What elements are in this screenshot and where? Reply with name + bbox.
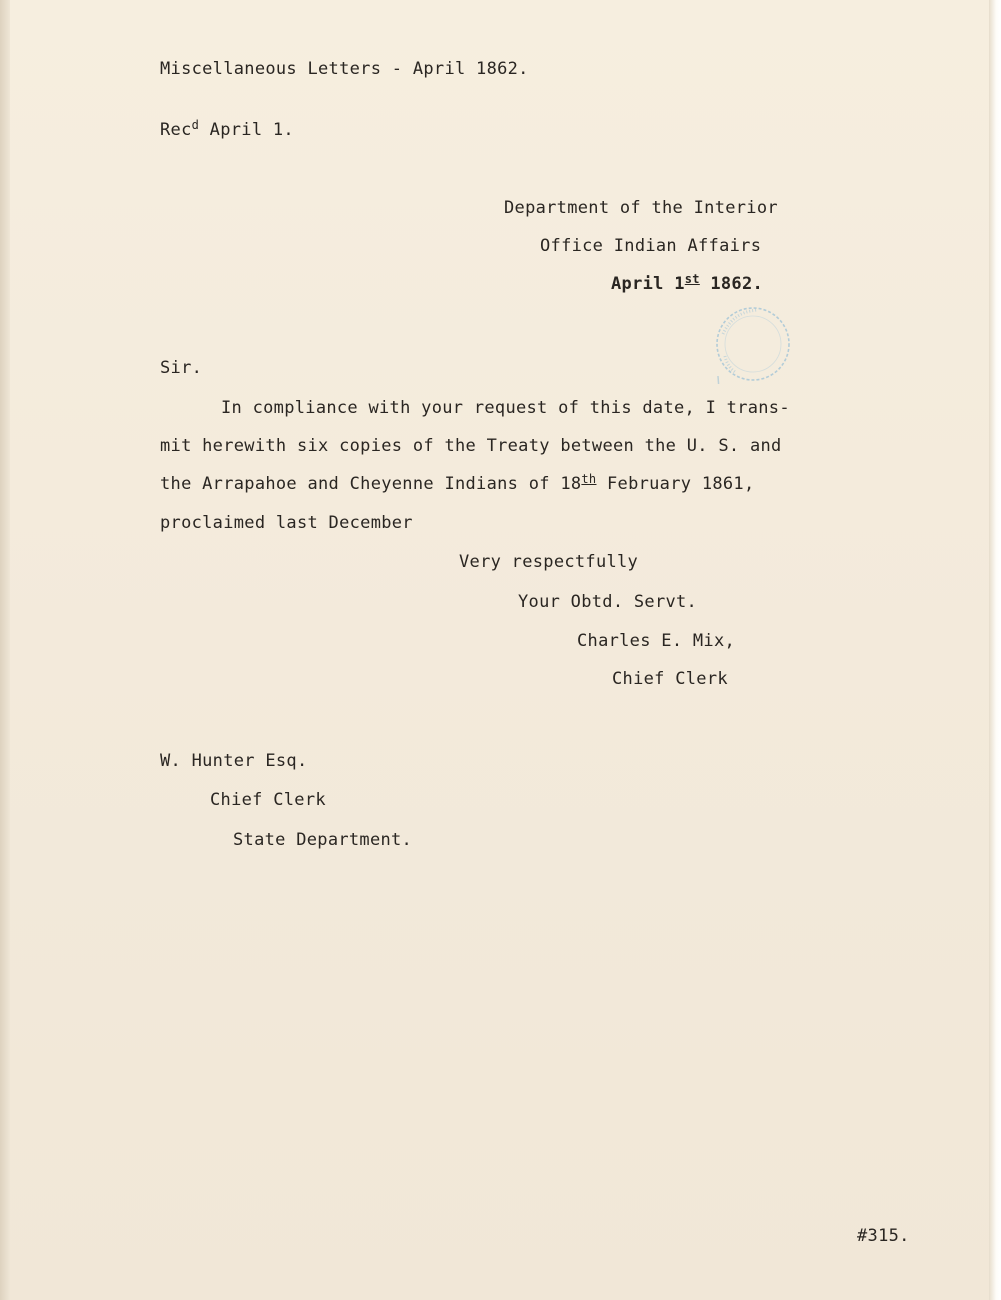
signer-name: Charles E. Mix, <box>577 631 736 651</box>
body-line-2: mit herewith six copies of the Treaty between the U. S. and <box>160 436 782 456</box>
received-line <box>160 120 294 140</box>
body-line-1: In compliance with your request of this date, I trans- <box>221 398 790 418</box>
dateline-date <box>611 274 763 294</box>
body-line-3-prefix: the Arrapahoe and Cheyenne Indians of 18 <box>160 474 582 494</box>
dateline-date-prefix: April 1 <box>611 274 685 294</box>
addressee-name: W. Hunter Esq. <box>160 751 308 771</box>
signer-title: Chief Clerk <box>612 669 728 689</box>
addressee-title: Chief Clerk <box>210 790 326 810</box>
addressee-department: State Department. <box>233 830 413 850</box>
document-title: Miscellaneous Letters - April 1862. <box>160 59 529 79</box>
document-number: #315. <box>857 1226 910 1246</box>
page-left-edge <box>0 0 10 1300</box>
dateline-office: Office Indian Affairs <box>540 236 762 256</box>
dateline-date-suffix: 1862. <box>699 274 764 294</box>
received-date: April 1. <box>199 120 294 140</box>
receipt-stamp <box>713 304 793 384</box>
dateline-date-superscript: st <box>684 272 700 286</box>
body-line-3-superscript: th <box>581 472 597 486</box>
dateline-department: Department of the Interior <box>504 198 778 218</box>
received-prefix: Rec <box>160 120 192 140</box>
page-right-edge <box>989 0 1001 1300</box>
salutation: Sir. <box>160 358 203 378</box>
body-line-3 <box>160 474 755 494</box>
closing-servant: Your Obtd. Servt. <box>518 592 698 612</box>
body-line-3-suffix: February 1861, <box>596 474 755 494</box>
body-line-4: proclaimed last December <box>160 513 413 533</box>
received-superscript: d <box>191 118 200 132</box>
closing-respectfully: Very respectfully <box>459 552 639 572</box>
